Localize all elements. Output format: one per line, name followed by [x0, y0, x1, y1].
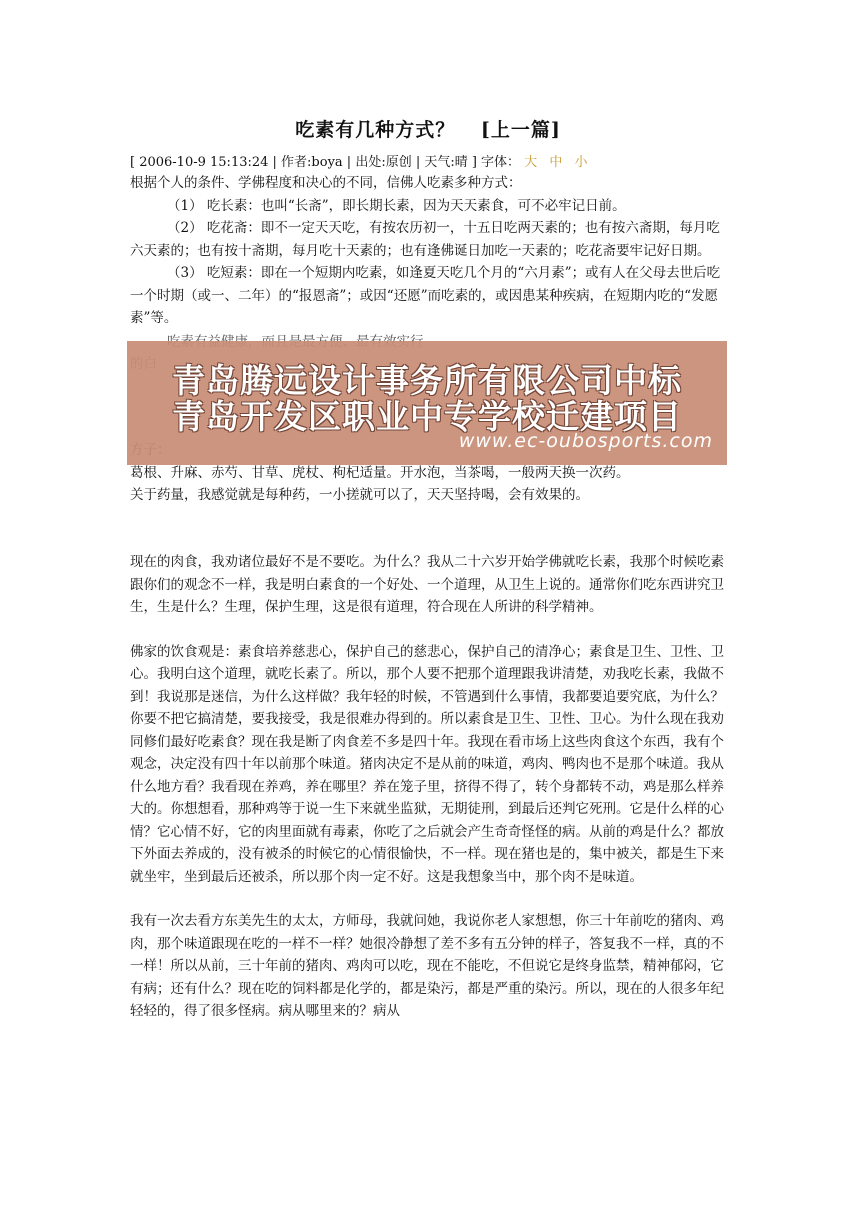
meta-info: [ 2006-10-9 15:13:24 | 作者:boya | 出处:原创 | 天气:晴 ] 字体：	[130, 155, 521, 170]
essay-section	[130, 551, 730, 1023]
article-title	[0, 115, 856, 142]
method-short-fast: （3） 吃短素：即在一个短期内吃素，如逢夏天吃几个月的“六月素”；或有人在父母去世后吃一个时期（或一、二年）的“报恩斋”；或因“还愿”而吃素的，或因患某种疾病，在短期内吃的“发愿素”等。	[130, 265, 721, 326]
intro-paragraph: 根据个人的条件、学佛程度和决心的不同，信佛人吃素多种方式：	[130, 175, 522, 191]
watermark-line-1: 青岛腾远设计事务所有限公司中标	[172, 361, 682, 400]
watermark-banner	[127, 341, 727, 465]
previous-article-link[interactable]: [上一篇]	[480, 119, 561, 141]
font-size-switcher[interactable]: 大 中 小	[524, 155, 592, 170]
recipe-ingredients: 葛根、升麻、赤芍、甘草、虎杖、枸杞适量。开水泡，当茶喝，一般两天换一次药。	[130, 464, 630, 481]
watermark-line-2: 青岛开发区职业中专学校迁建项目	[172, 397, 682, 436]
recipe-dosage: 关于药量，我感觉就是每种药，一小搓就可以了，天天坚持喝，会有效果的。	[130, 487, 589, 503]
method-flower-fast: （2） 吃花斋：即不一定天天吃，有按农历初一，十五日吃两天素的；也有按六斋期，每月吃六天素的；也有按十斋期，每月吃十天素的；也有逢佛诞日加吃一天素的；吃花斋要牢记好日期。	[130, 220, 720, 259]
essay-paragraph: 现在的肉食，我劝诸位最好不是不要吃。为什么？我从二十六岁开始学佛就吃长素，我那个时候吃素跟你们的观念不一样，我是明白素食的一个好处、一个道理，从卫生上说的。通常你们吃东西讲究卫生，生是什么？生理，保护生理，这是很有道理，符合现在人所讲的科学精神。	[130, 554, 724, 615]
method-long-fast: （1） 吃长素：也叫“长斋”，即长期长素，因为天天素食，可不必牢记日前。	[167, 197, 626, 214]
article-meta	[130, 151, 591, 170]
essay-paragraph: 我有一次去看方东美先生的太太，方师母，我就问她，我说你老人家想想，你三十年前吃的猪肉、鸡肉，那个味道跟现在吃的一样不一样？她很冷静想了差不多有五分钟的样子，答复我不一样，真的不一样！所以从前，三十年前的猪肉、鸡肉可以吃，现在不能吃，不但说它是终身监禁，精神郁闷，它有病；还有什么？现在吃的饲料都是化学的，都是染污，都是严重的染污。所以，现在的人很多年纪轻轻的，得了很多怪病。病从哪里来的？病从	[130, 913, 724, 1019]
essay-paragraph: 佛家的饮食观是：素食培养慈悲心，保护自己的慈悲心，保护自己的清净心；素食是卫生、卫性、卫心。我明白这个道理，就吃长素了。所以，那个人要不把那个道理跟我讲清楚，劝我吃长素，我做不到！我说那是迷信，为什么这样做？我年轻的时候，不管遇到什么事情，我都要追要究底，为什么？你要不把它搞清楚，要我接受，我是很难办得到的。所以素食是卫生、卫性、卫心。为什么现在我劝同修们最好吃素食？现在我是断了肉食差不多是四十年。我现在看市场上这些肉食这个东西，我有个观念，决定没有四十年以前那个味道。猪肉决定不是从前的味道，鸡肉、鸭肉也不是那个味道。我从什么地方看？我看现在养鸡，养在哪里？养在笼子里，挤得不得了，转个身都转不动，鸡是那么样养大的。你想想看，那种鸡等于说一生下来就坐监狱，无期徒刑，到最后还判它死刑。它是什么样的心情？它心情不好，它的肉里面就有毒素，你吃了之后就会产生奇奇怪怪的病。从前的鸡是什么？都放下外面去养成的，没有被杀的时候它的心情很愉快，不一样。现在猪也是的，集中被关，都是生下来就坐牢，坐到最后还被杀，所以那个肉一定不好。这是我想象当中，那个肉不是味道。	[130, 643, 724, 885]
watermark-url: www.ec-oubosports.com	[458, 430, 713, 452]
article-title-text: 吃素有几种方式？	[295, 119, 456, 141]
